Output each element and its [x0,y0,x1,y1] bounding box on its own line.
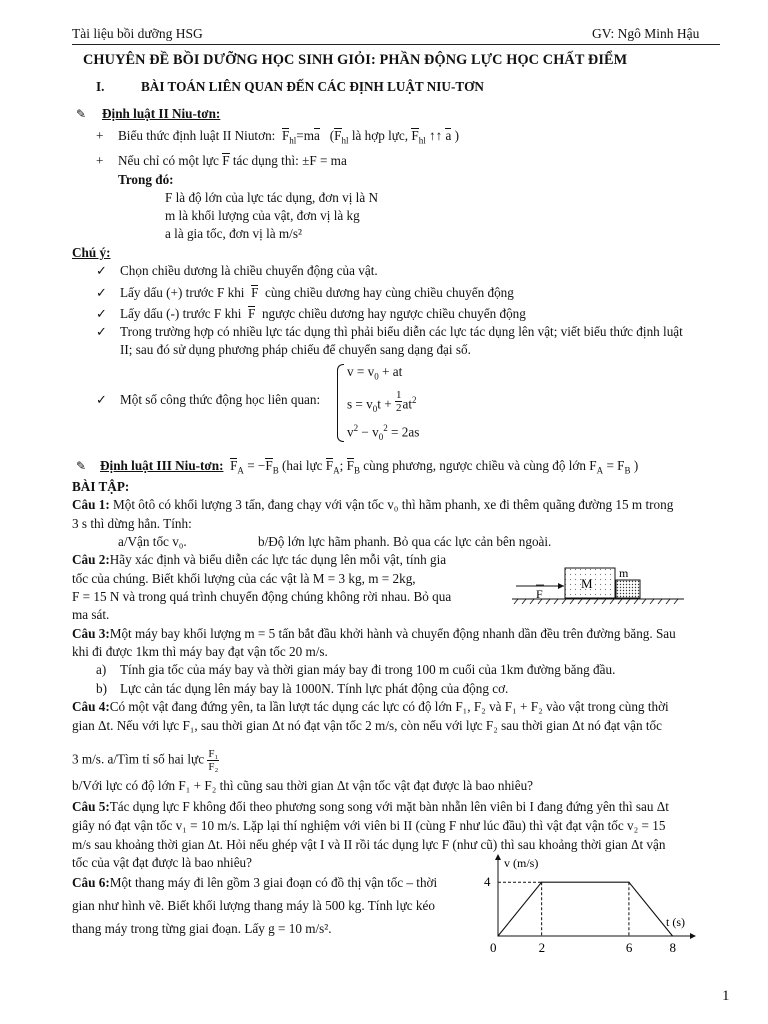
pen-bullet-icon: ✎ [76,107,87,121]
q3-part-a-label: a) [96,662,107,677]
note-item-3: Lấy dấu (-) trước F khi F ngược chiều dương hay ngược chiều chuyển động [120,306,526,321]
velocity-time-chart [478,852,700,956]
q6-line-1: Câu 6:Một thang máy đi lên gồm 3 giai đoạn có đồ thị vận tốc – thời [72,875,438,890]
note-item-5: Một số công thức động học liên quan: [120,392,321,407]
x-axis-arrow [690,933,696,939]
block-m [616,580,640,598]
kinematic-eq-2: $s = v_0t$ + $\frac{1}{2}$ $at^2$ [347,388,417,415]
q1-part-b: b/Độ lớn lực hãm phanh. Bỏ qua các lực cản bên ngoài. [258,534,552,549]
law3-formula: $F_A = -F_B$ [230,458,279,476]
note-label: Chú ý: [72,245,111,260]
x-tick-2: 2 [538,940,546,955]
data-point-1 [541,882,542,883]
note-item-2: Lấy dấu (+) trước F khi F cùng chiều dương hay cùng chiều chuyển động [120,285,514,300]
q1-part-a: a/Vận tốc v₀. [118,534,187,549]
exercises-label: BÀI TẬP: [72,479,130,494]
q4-line-1: Câu 4:Có một vật đang đứng yên, ta lần lượt tác dụng các lực có độ lớn F₁, F₂ và F₁ + F₂ vào vật trong cùng thời [72,699,669,714]
check-icon: ✓ [96,263,108,278]
q1-line-1: Câu 1: Một ôtô có khối lượng 3 tấn, đang chạy với vận tốc v₀ thì hãm phanh, xe đi thêm quãng đường 15 m trong [72,497,674,512]
q4-line-3: 3 m/s. a/Tìm tỉ số hai lực $\frac{\text{F₁}}{\text{F₂}}$ [72,748,219,773]
law2-heading: Định luật II Niu-tơn: [102,106,221,121]
q5-line-1: Câu 5:Tác dụng lực F không đổi theo phương song song với mặt bàn nhẵn lên viên bi I đang đứng yên thì sau Δt [72,799,669,814]
q1-line-2: 3 s thì dừng hẳn. Tính: [72,516,192,531]
velocity-series-line [498,882,673,936]
data-point-2 [628,882,629,883]
kinematic-eq-3: $v^2 - v_0^2 = 2as$ [347,423,420,443]
law2-item1-note: là hợp lực, [351,128,409,143]
check-icon: ✓ [96,392,108,407]
equation-brace [337,364,344,442]
law2-item2-text: Nếu chỉ có một lực [118,153,219,168]
q5-line-4: tốc của vật đạt được là bao nhiêu? [72,855,252,870]
law3-heading: Định luật III Niu-tơn: [100,458,224,473]
check-icon: ✓ [96,324,108,339]
x-tick-8: 8 [669,940,677,955]
plus-bullet: + [96,128,104,143]
force-ratio-fraction: $\frac{\text{F₁}}{\text{F₂}}$ [208,748,219,773]
q2-line-4: ma sát. [72,607,110,622]
q3-part-b-label: b) [96,681,107,696]
x-tick-0: 0 [490,940,497,955]
q5-line-2: giây nó đạt vận tốc v₁ = 10 m/s. Lặp lại thí nghiệm với viên bi II (cùng F như lúc đầu) thì vật đạt vận tốc v₂ = 15 [72,818,666,833]
q6-line-2: gian như hình vẽ. Biết khối lượng thang máy là 500 kg. Tính lực kéo [72,898,435,913]
where-label: Trong đó: [118,172,174,187]
data-point-0 [497,935,498,936]
blocks-figure [508,562,688,606]
law2-item1-text: Biểu thức định luật II Niutơn: [118,128,276,143]
q6-line-3: thang máy trong từng giai đoạn. Lấy g = 10 m/s². [72,921,332,936]
where-line-3: a là gia tốc, đơn vị là m/s² [165,226,302,241]
force-label: F [536,587,543,601]
x-tick-6: 6 [625,940,633,955]
section-number: I. [96,79,105,94]
section-title: BÀI TOÁN LIÊN QUAN ĐẾN CÁC ĐỊNH LUẬT NIU-TƠN [141,79,484,94]
q2-line-2: tốc của chúng. Biết khối lượng của các vật là M = 3 kg, m = 2kg, [72,571,416,586]
q2-line-3: F = 15 N và trong quá trình chuyển động chúng không rời nhau. Bỏ qua [72,589,452,604]
block-m-label: m [619,566,629,580]
q4-line-4: b/Với lực có độ lớn F₁ + F₂ thì cũng sau thời gian Δt vận tốc vật đạt được là bao nhiêu? [72,778,534,793]
y-axis-arrow [495,854,501,860]
law2-item2-formula: ±F = ma [302,153,347,168]
block-M-label: M [581,576,593,591]
y-axis-label: v (m/s) [504,856,539,870]
check-icon: ✓ [96,285,108,300]
page-number: 1 [722,988,730,1004]
law2-item2: Nếu chỉ có một lực F tác dụng thì: ±F = ma [118,153,347,168]
law3-line: Định luật III Niu-tơn: $F_A = -F_B$ (hai lực $F_A$; $F_B$ cùng phương, ngược chiều và cùng độ lớn $F_A = F_B$ ) [100,458,639,476]
q3-part-a: Tính gia tốc của máy bay và thời gian máy bay đi trong 100 m cuối của 1km đường băng đầu. [120,662,616,677]
kinematic-eq-1: $v = v_0$ + at [347,364,403,382]
law2-item2-mid: tác dụng thì: [232,153,299,168]
q5-line-3: m/s sau khoảng thời gian Δt. Hỏi nếu ghép vật I và II rồi tác dụng lực F (như cũ) thì sau khoảng thời gian Δt vận [72,837,666,852]
q3-line-1: Câu 3:Một máy bay khối lượng m = 5 tấn bắt đầu khởi hành và chuyển động nhanh dần đều trên đường băng. Sau [72,626,676,641]
force-arrow-head [558,583,564,589]
q3-line-2: khi đi được 1km thì máy bay đạt vận tốc 20 m/s. [72,644,328,659]
header-left: Tài liệu bồi dưỡng HSG [72,26,203,41]
where-line-1: F là độ lớn của lực tác dụng, đơn vị là N [165,190,379,205]
data-point-3 [672,935,673,936]
header-right: GV: Ngô Minh Hậu [592,26,700,41]
where-line-2: m là khối lượng của vật, đơn vị là kg [165,208,360,223]
header-rule [72,44,720,45]
y-tick-4: 4 [484,874,491,890]
q2-line-1: Câu 2:Hãy xác định và biểu diễn các lực tác dụng lên mỗi vật, tính gia [72,552,447,567]
check-icon: ✓ [96,306,108,321]
page-title: CHUYÊN ĐỀ BỒI DƯỠNG HỌC SINH GIỎI: PHẦN ĐỘNG LỰC HỌC CHẤT ĐIỂM [83,52,628,68]
note-item-1: Chọn chiều dương là chiều chuyển động của vật. [120,263,378,278]
x-axis-label: t (s) [666,915,685,929]
law2-formula: $F_{hl}=ma$ [281,128,320,146]
law2-item1: Biểu thức định luật II Niutơn: $F_{hl}=ma$ ($F_{hl}$ là hợp lực, $F_{hl}$ ↑↑ a ) [118,128,460,146]
note-item-4a: Trong trường hợp có nhiều lực tác dụng thì phải biểu diễn các lực tác dụng lên vật; viết biểu thức định luật [120,324,683,339]
note-item-4b: II; sau đó sử dụng phương pháp chiếu để chuyển sang dạng đại số. [120,342,471,357]
q3-part-b: Lực cản tác dụng lên máy bay là 1000N. Tính lực phát động của động cơ. [120,681,509,696]
plus-bullet: + [96,153,104,168]
pen-bullet-icon: ✎ [76,459,87,473]
q4-line-2: gian Δt. Nếu với lực F₁, sau thời gian Δt nó đạt vận tốc 2 m/s, còn nếu với lực F₂ sau thời gian Δt nó đạt vận tốc [72,718,662,733]
